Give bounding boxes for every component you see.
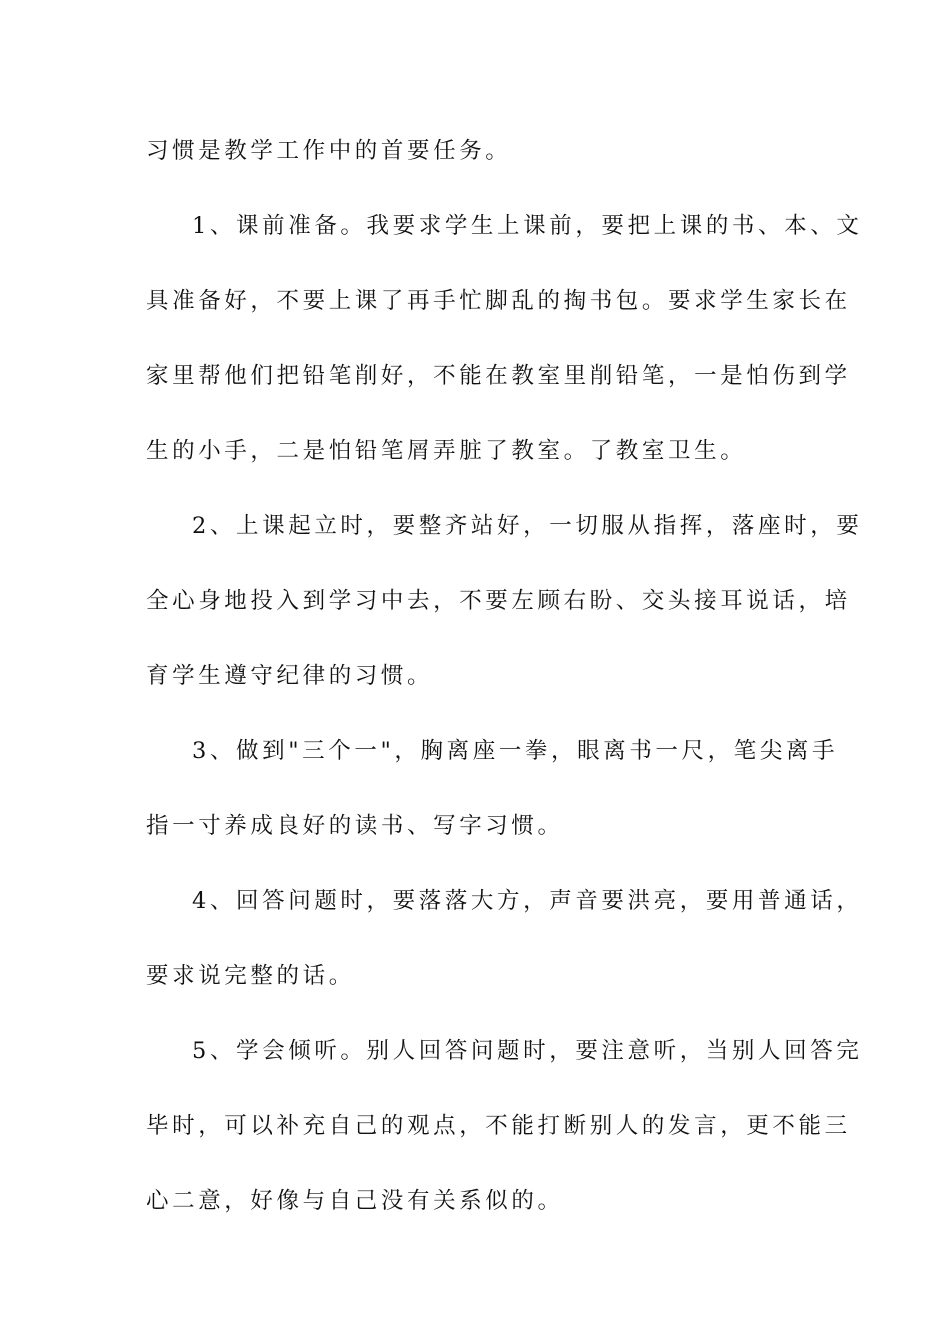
text-line: 生的小手，二是怕铅笔屑弄脏了教室。了教室卫生。 <box>146 438 747 464</box>
paragraph-4-line: 4、回答问题时，要落落大方，声音要洪亮，要用普通话， <box>192 888 863 914</box>
paragraph-5-line: 5、学会倾听。别人回答问题时，要注意听，当别人回答完 <box>192 1038 863 1064</box>
text-line: 毕时，可以补充自己的观点，不能打断别人的发言，更不能三 <box>146 1113 851 1139</box>
paragraph-1-line: 1、课前准备。我要求学生上课前，要把上课的书、本、文 <box>192 213 863 239</box>
text-line: 指一寸养成良好的读书、写字习惯。 <box>146 813 564 839</box>
paragraph-2-line: 2、上课起立时，要整齐站好，一切服从指挥，落座时，要 <box>192 513 863 539</box>
paragraph-3-line: 3、做到"三个一"，胸离座一拳，眼离书一尺，笔尖离手 <box>192 738 839 764</box>
text-line: 要求说完整的话。 <box>146 963 355 989</box>
text-line: 习惯是教学工作中的首要任务。 <box>146 138 512 164</box>
text-line: 育学生遵守纪律的习惯。 <box>146 663 434 689</box>
text-line: 家里帮他们把铅笔削好，不能在教室里削铅笔，一是怕伤到学 <box>146 363 851 389</box>
text-line: 全心身地投入到学习中去，不要左顾右盼、交头接耳说话，培 <box>146 588 851 614</box>
text-line: 具准备好，不要上课了再手忙脚乱的掏书包。要求学生家长在 <box>146 288 851 314</box>
text-line: 心二意，好像与自己没有关系似的。 <box>146 1188 564 1214</box>
